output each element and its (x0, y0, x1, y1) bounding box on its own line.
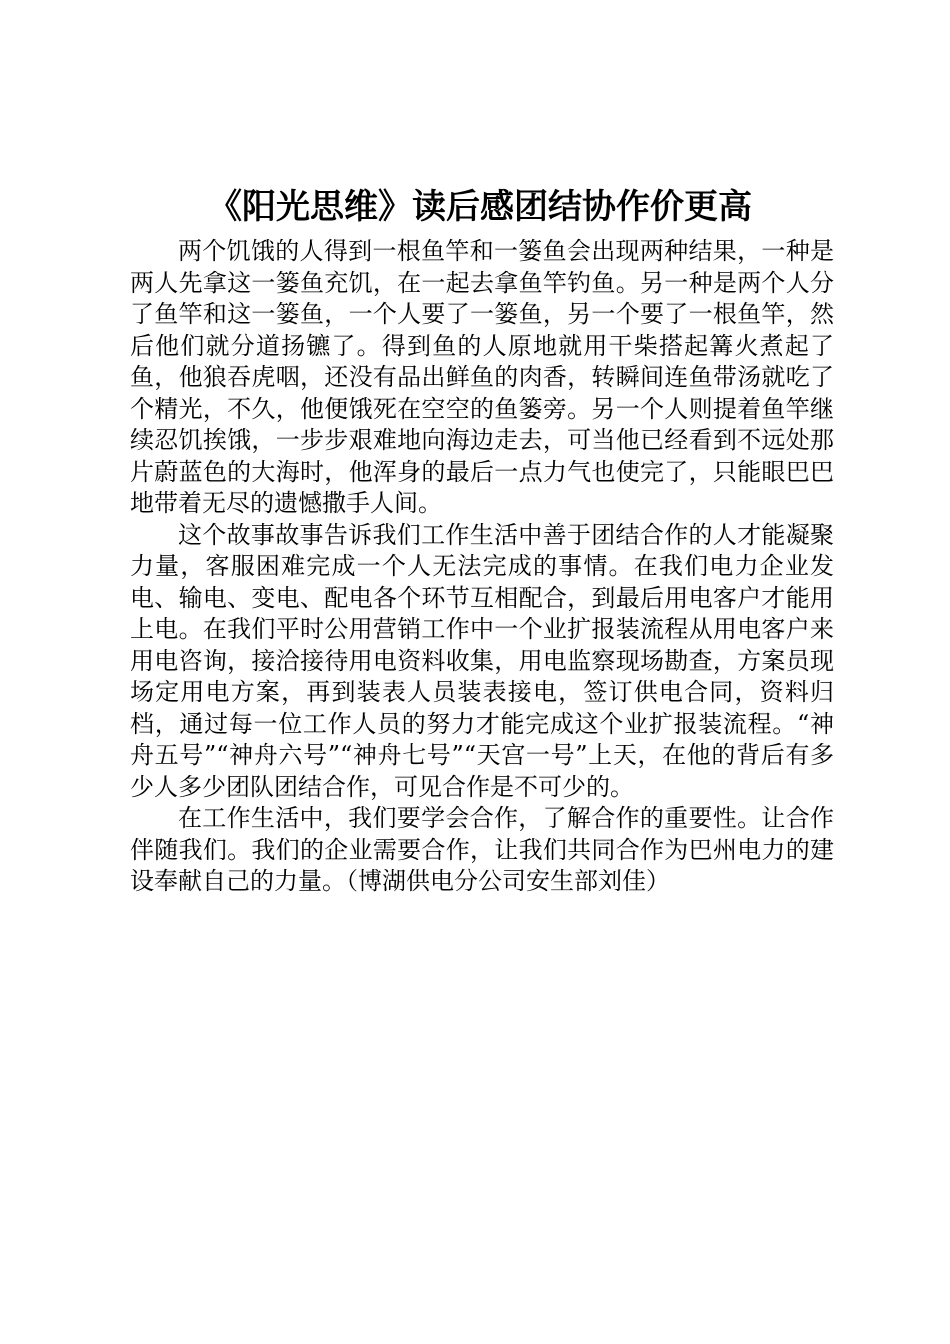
document-body (130, 236, 834, 898)
paragraph-2: 这个故事故事告诉我们工作生活中善于团结合作的人才能凝聚力量，客服困难完成一个人无法完成的事情。在我们电力企业发电、输电、变电、配电各个环节互相配合，到最后用电客户才能用上电。在我们平时公用营销工作中一个业扩报装流程从用电客户来用电咨询，接洽接待用电资料收集，用电监察现场勘查，方案员现场定用电方案，再到装表人员装表接电，签订供电合同，资料归档，通过每一位工作人员的努力才能完成这个业扩报装流程。“神舟五号”“神舟六号”“神舟七号”“天宫一号”上天，在他的背后有多少人多少团队团结合作，可见合作是不可少的。 (130, 520, 834, 801)
paragraph-3: 在工作生活中，我们要学会合作，了解合作的重要性。让合作伴随我们。我们的企业需要合作，让我们共同合作为巴州电力的建设奉献自己的力量。（博湖供电分公司安生部刘佳） (130, 804, 834, 895)
document-title: 《阳光思维》读后感团结协作价更高 (208, 187, 752, 227)
paragraph-1: 两个饥饿的人得到一根鱼竿和一篓鱼会出现两种结果，一种是两人先拿这一篓鱼充饥，在一起去拿鱼竿钓鱼。另一种是两个人分了鱼竿和这一篓鱼，一个人要了一篓鱼，另一个要了一根鱼竿，然后他们就分道扬镳了。得到鱼的人原地就用干柴搭起篝火煮起了鱼，他狼吞虎咽，还没有品出鲜鱼的肉香，转瞬间连鱼带汤就吃了个精光，不久，他便饿死在空空的鱼篓旁。另一个人则提着鱼竿继续忍饥挨饿，一步步艰难地向海边走去，可当他已经看到不远处那片蔚蓝色的大海时，他浑身的最后一点力气也使完了，只能眼巴巴地带着无尽的遗憾撒手人间。 (130, 237, 834, 517)
